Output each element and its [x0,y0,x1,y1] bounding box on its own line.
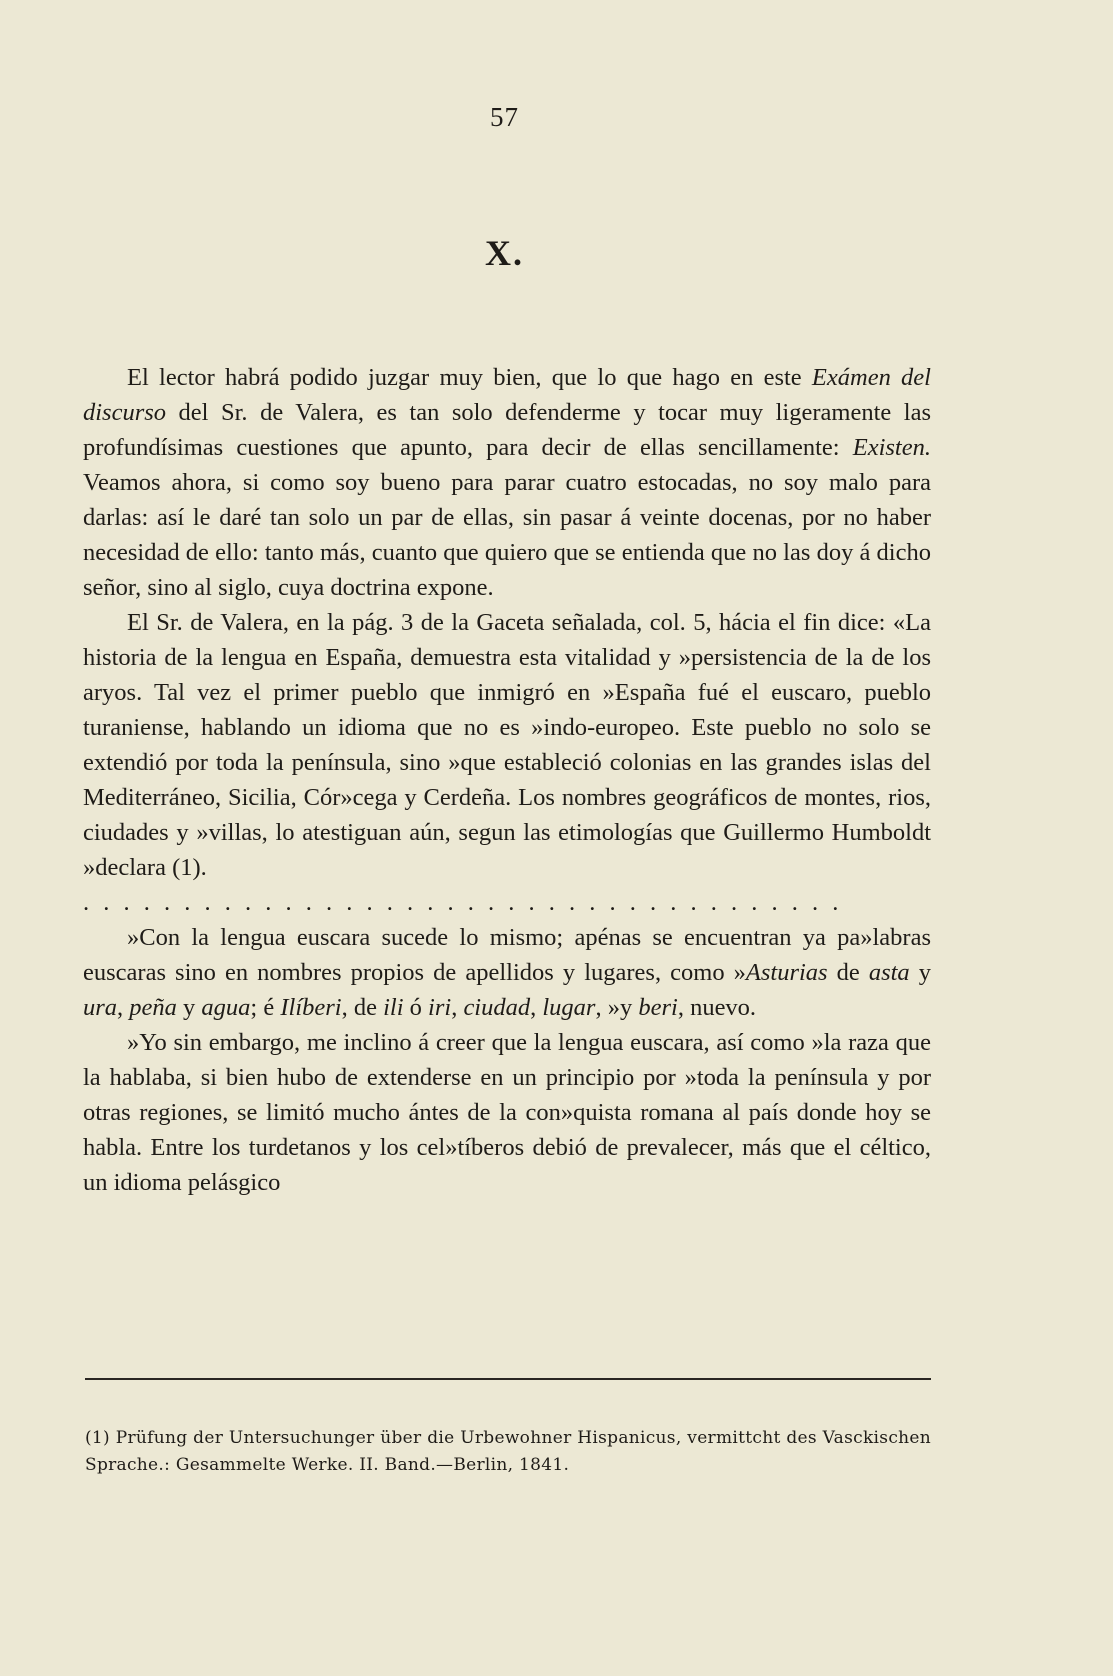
italic-term: Existen. [852,434,931,461]
italic-term: ili [383,994,404,1021]
italic-term: ciudad [463,994,531,1021]
italic-term: ura [83,994,118,1021]
ellipsis-row: . . . . . . . . . . . . . . . . . . . . . . . . . . . . . . . . . . . . . . [83,889,843,916]
paragraph-1: El lector habrá podido juzgar muy bien, que lo que hago en este Exámen del discurso del Sr. de Valera, es tan solo defenderme y tocar muy ligeramente las profundísimas cuestiones que apunto, para decir de ellas sencillamente: Existen. Veamos ahora, si como soy bueno para parar cuatro estocadas, no soy malo para darlas: así le daré tan solo un par de ellas, sin pasar á veinte docenas, por no haber necesidad de ello: tanto más, cuanto que quiero que se entienda que no las doy á dicho señor, sino al siglo, cuya doctrina expone. [83,364,931,601]
chapter-heading: X. [485,233,524,273]
italic-term: agua [201,994,251,1021]
footnote-rule [85,1378,931,1380]
page-number: 57 [490,102,519,132]
footnote-text: (1) Prüfung der Untersuchunger über die Urbewohner Hispanicus, vermittcht des Vasckischen Sprache.: Gesammelte Werke. II. Band.—Berlin, 1841. [85,1428,931,1475]
italic-term: peña [129,994,177,1021]
italic-term: Asturias [745,959,828,986]
italic-term: lugar [542,994,596,1021]
paragraph-2: El Sr. de Valera, en la pág. 3 de la Gaceta señalada, col. 5, hácia el fin dice: «La historia de la lengua en España, demuestra esta vitalidad y »persistencia de la de los aryos. Tal vez el primer pueblo que inmigró en »España fué el euscaro, pueblo turaniense, hablando un idioma que no es »indo-europeo. Este pueblo no solo se extendió por toda la península, sino »que estableció colonias en las grandes islas del Mediterráneo, Sicilia, Cór»cega y Cerdeña. Los nombres geográficos de montes, rios, ciudades y »villas, lo atestiguan aún, segun las etimologías que Guillermo Humboldt »declara (1). [83,609,931,881]
italic-term: asta [868,959,910,986]
paragraph-4: »Yo sin embargo, me inclino á creer que la lengua euscara, así como »la raza que la hablaba, si bien hubo de extenderse en un principio por »toda la península y por otras regiones, se limitó mucho ántes de la con»quista romana al país donde hoy se habla. Entre los turdetanos y los cel»tíberos debió de prevalecer, más que el céltico, un idioma pelásgico [83,1029,931,1196]
italic-term: Ilíberi [280,994,342,1021]
italic-term: Exámen del discurso [83,364,931,426]
footnote [85,1425,931,1479]
italic-term: iri [428,994,452,1021]
body-text [83,360,931,1200]
italic-term: beri [638,994,678,1021]
paragraph-3: »Con la lengua euscara sucede lo mismo; apénas se encuentran ya pa»labras euscaras sino en nombres propios de apellidos y lugares, como »Asturias de asta y ura, peña y agua; é Ilíberi, de ili ó iri, ciudad, lugar, »y beri, nuevo. [83,924,932,1021]
